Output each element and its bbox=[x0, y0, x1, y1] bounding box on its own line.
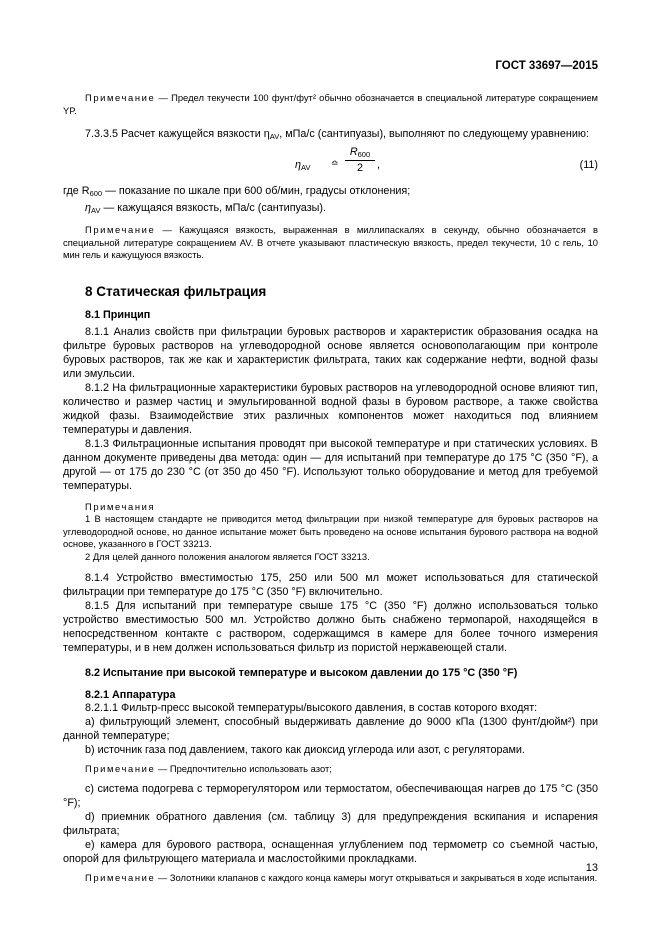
where-clause: где $R_{600}$ — показание по шкале при 600 об/мин, градусы отклонения; bbox=[63, 185, 411, 198]
para-8-1-5: 8.1.5 Для испытаний при температуре свыше 175 °С (350 °F) должно использоваться только устройство вместимостью 500 мл. Устройство должно быть снабжено термопарой, находящейся в непосредственном контакте с раствором, содержащимся в камере для более точного измерения температуры, и в нем должен использоваться фильтр из пористой нержавеющей стали. bbox=[63, 600, 598, 654]
section-8-1-heading: 8.1 Принцип bbox=[85, 308, 151, 321]
list-item-a: a) фильтрующий элемент, способный выдерживать давление до 9000 кПа (1300 фунт/дюйм²) при данной температуре; bbox=[63, 716, 598, 742]
section-8-2-heading: 8.2 Испытание при высокой температуре и высоком давлении до 175 °С (350 °F) bbox=[85, 667, 518, 679]
note-nitrogen: Примечание — Предпочтительно использовать азот; bbox=[85, 763, 332, 774]
para-8-1-3: 8.1.3 Фильтрационные испытания проводят при высокой температуре и при статических условиях. В данном документе приведены два метода: один — для испытаний при температуре до 175 °С (350 °F), а другой — от 175 до 230 °С (от 350 до 450 °F). Используют только оборудование и метод для требуемой температуры. bbox=[63, 437, 598, 492]
note-apparent-viscosity: Примечание — Кажущаяся вязкость, выраженная в миллипаскалях в секунду, обычно обозначается в специальной литературе сокращением AV. В отчете указывают пластическую вязкость, предел текучести, 10 с гель, 10 мин гель и кажущуюся вязкость. bbox=[63, 224, 598, 260]
page-content bbox=[63, 92, 598, 884]
equation-symbol: ≏ bbox=[331, 158, 339, 168]
page-number: 13 bbox=[585, 862, 598, 874]
para-8-1-1: 8.1.1 Анализ свойств при фильтрации буровых растворов и характеристик образования осадка на фильтре буровых растворов на углеводородной основе является основополагающим при контроле буровых растворов, так же как и характеристик фильтрата, таких как содержание нефти, водной фазы или эмульсии. bbox=[63, 325, 598, 380]
list-item-c: c) система подогрева с терморегулятором или термостатом, обеспечивающая нагрев до 175 °С (350 °F); bbox=[63, 782, 598, 809]
equation-comma: , bbox=[377, 159, 380, 171]
notes-label: Примечания bbox=[85, 500, 156, 512]
para-8-1-2: 8.1.2 На фильтрационные характеристики буровых растворов на углеводородной основе влияют тип, количество и размер частиц и эмульгированной водной фазы в буровом растворе, а также свойства жидкой фазы. Взаимодействие этих различных компонентов может находиться под влиянием температуры и давления. bbox=[63, 381, 598, 436]
equation-lhs: $\eta_{AV}$ bbox=[295, 159, 311, 172]
where-clause-eta: $\eta_{AV}$ — кажущаяся вязкость, мПа/с (сантипуазы). bbox=[85, 202, 327, 215]
note-yield-point: Примечание — Предел текучести 100 фунт/фут² обычно обозначается в специальной литературе сокращением YP. bbox=[63, 92, 598, 116]
page-header: ГОСТ 33697—2015 bbox=[495, 60, 598, 72]
equation-number: (11) bbox=[579, 159, 598, 171]
para-8-2-1-1: 8.2.1.1 Фильтр-пресс высокой температуры/высокого давления, в состав которого входят: bbox=[85, 702, 538, 714]
para-7-3-3-5: 7.3.3.5 Расчет кажущейся вязкости $\eta_{AV}$, мПа/с (сантипуазы), выполняют по следующему уравнению: bbox=[85, 128, 589, 141]
note-8-2: 2 Для целей данного положения аналогом является ГОСТ 33213. bbox=[85, 550, 370, 562]
list-item-b: b) источник газа под давлением, такого как диоксид углерода или азот, с регуляторами. bbox=[85, 744, 525, 756]
section-8-2-1-heading: 8.2.1 Аппаратура bbox=[85, 689, 176, 701]
note-8-1: 1 В настоящем стандарте не приводится метод фильтрации при низкой температуре для буровых растворов на углеводородной основе, но данное испытание может быть проведено на основе испытания бурового раствора на водной основе, указанного в ГОСТ 33213. bbox=[63, 513, 598, 549]
equation-11 bbox=[63, 146, 598, 182]
fraction-denominator: 2 bbox=[356, 162, 363, 174]
para-8-1-4: 8.1.4 Устройство вместимостью 175, 250 или 500 мл может использоваться для статической фильтрации при температуре до 175 °С (350 °F) включительно. bbox=[63, 572, 598, 598]
list-item-e: e) камера для бурового раствора, оснащенная углублением под термометр со съемной частью, опорой для фильтрующего материала и маслостойкими прокладками. bbox=[63, 838, 598, 865]
note-valves: Примечание — Золотники клапанов с каждого конца камеры могут открываться и закрываться в ходе испытания. bbox=[85, 871, 598, 883]
list-item-d: d) приемник обратного давления (см. таблицу 3) для предупреждения вскипания и испарения фильтрата; bbox=[63, 810, 598, 837]
equation-fraction bbox=[345, 146, 375, 174]
fraction-numerator: $R_{600}$ bbox=[345, 146, 375, 161]
section-8-heading: 8 Статическая фильтрация bbox=[85, 283, 267, 299]
